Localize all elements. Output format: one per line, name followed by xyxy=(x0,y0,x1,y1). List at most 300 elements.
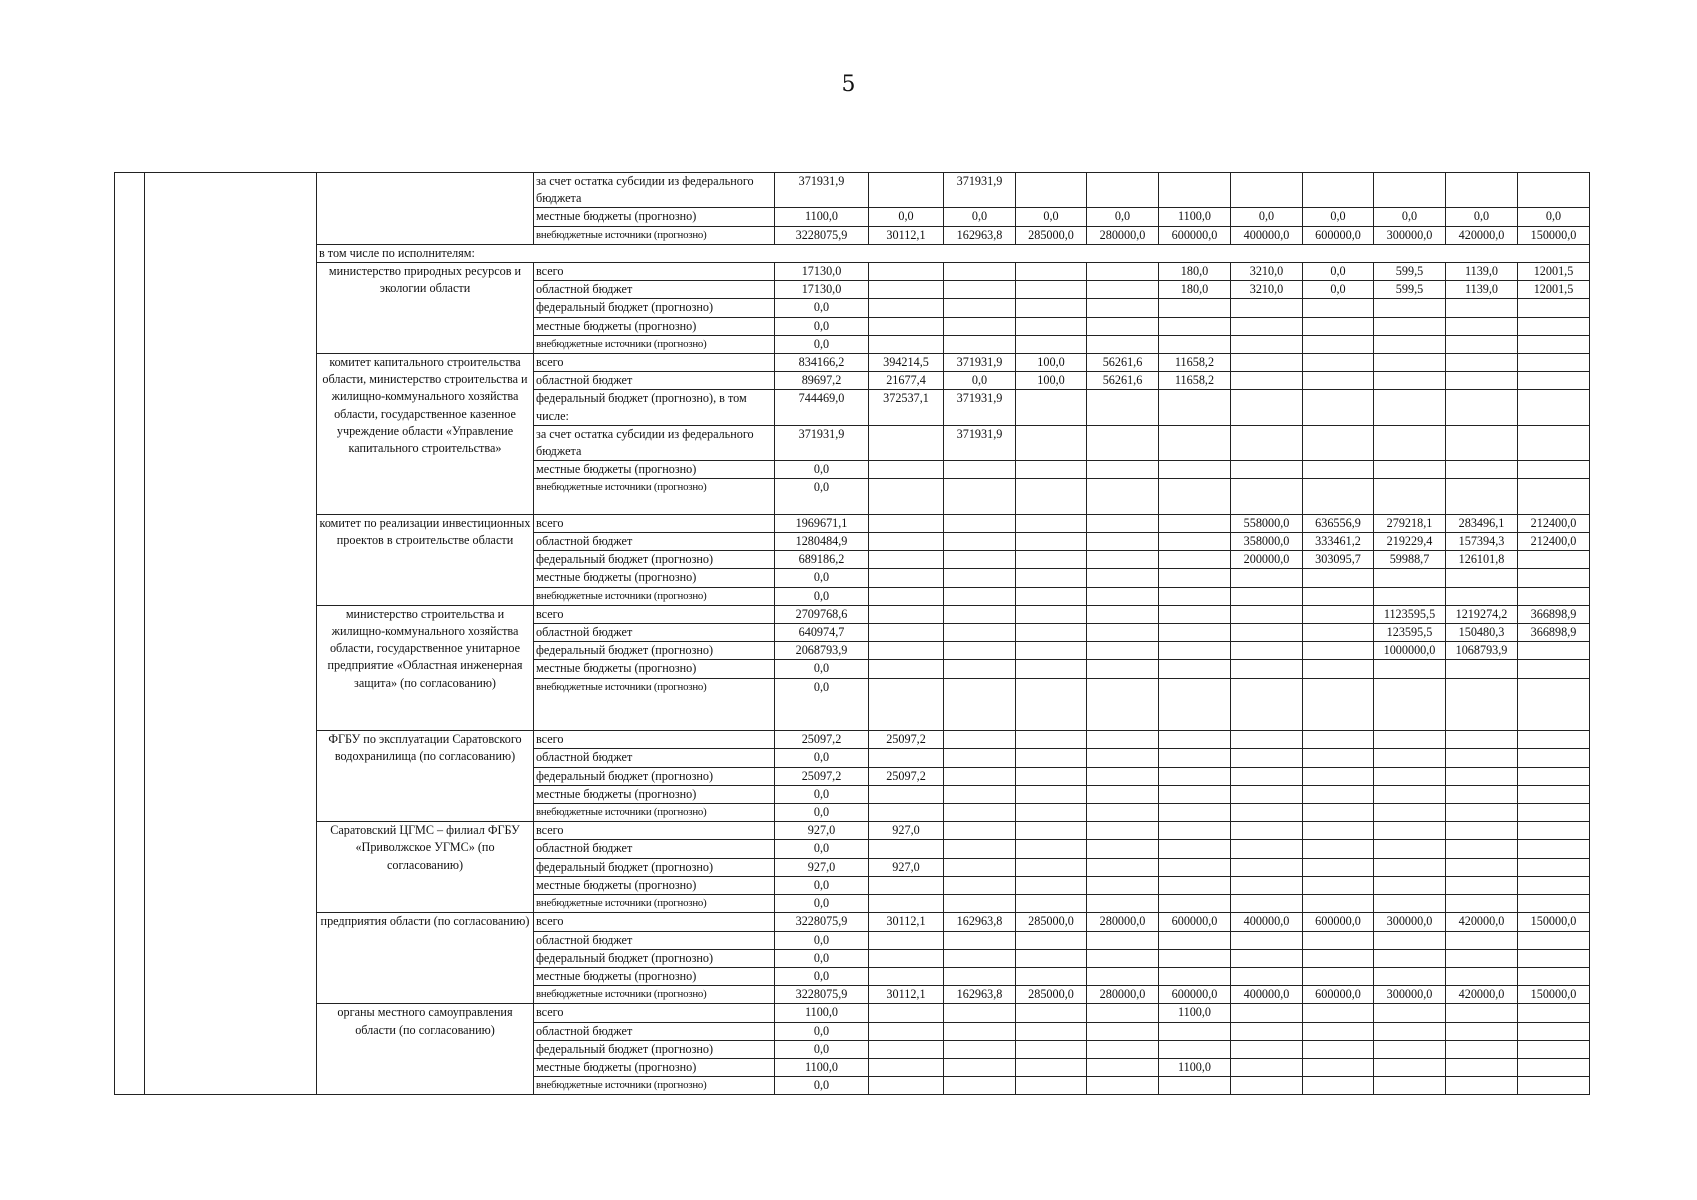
budget-table-container xyxy=(114,172,1590,1095)
value-cell xyxy=(1016,551,1087,569)
value-cell xyxy=(1374,354,1446,372)
value-cell: 366898,9 xyxy=(1518,605,1590,623)
value-cell xyxy=(1303,678,1374,731)
value-cell xyxy=(1016,533,1087,551)
value-cell xyxy=(1446,660,1518,678)
value-cell xyxy=(1374,858,1446,876)
funding-source-cell: областной бюджет xyxy=(534,1022,775,1040)
value-cell xyxy=(1016,514,1087,532)
value-cell: 3228075,9 xyxy=(775,913,869,931)
value-cell xyxy=(1159,624,1231,642)
value-cell xyxy=(1016,822,1087,840)
value-cell: 1219274,2 xyxy=(1446,605,1518,623)
value-cell xyxy=(1374,587,1446,605)
value-cell xyxy=(1446,390,1518,425)
value-cell xyxy=(1518,335,1590,353)
value-cell xyxy=(1016,263,1087,281)
value-cell xyxy=(1016,895,1087,913)
value-cell xyxy=(1374,876,1446,894)
value-cell: 0,0 xyxy=(1231,208,1303,226)
value-cell xyxy=(1087,569,1159,587)
value-cell: 0,0 xyxy=(1303,263,1374,281)
value-cell xyxy=(944,731,1016,749)
value-cell xyxy=(1087,931,1159,949)
value-cell xyxy=(1159,804,1231,822)
value-cell: 689186,2 xyxy=(775,551,869,569)
value-cell: 56261,6 xyxy=(1087,372,1159,390)
value-cell xyxy=(1518,967,1590,985)
value-cell xyxy=(1446,931,1518,949)
value-cell xyxy=(1159,569,1231,587)
value-cell: 0,0 xyxy=(775,1040,869,1058)
value-cell xyxy=(1087,822,1159,840)
value-cell: 162963,8 xyxy=(944,226,1016,244)
value-cell xyxy=(1374,569,1446,587)
value-cell xyxy=(1159,514,1231,532)
value-cell xyxy=(1159,1077,1231,1095)
value-cell xyxy=(944,678,1016,731)
value-cell: 300000,0 xyxy=(1374,226,1446,244)
value-cell xyxy=(1016,479,1087,514)
value-cell xyxy=(1303,479,1374,514)
value-cell xyxy=(944,605,1016,623)
value-cell xyxy=(1231,335,1303,353)
value-cell: 300000,0 xyxy=(1374,986,1446,1004)
value-cell xyxy=(1518,354,1590,372)
value-cell xyxy=(1087,425,1159,460)
value-cell: 150480,3 xyxy=(1446,624,1518,642)
funding-source-cell: федеральный бюджет (прогнозно) xyxy=(534,858,775,876)
value-cell xyxy=(1446,1004,1518,1022)
value-cell: 100,0 xyxy=(1016,372,1087,390)
value-cell xyxy=(1303,173,1374,208)
funding-source-cell: областной бюджет xyxy=(534,749,775,767)
executors-heading: в том числе по исполнителям: xyxy=(317,244,1590,262)
value-cell: 371931,9 xyxy=(944,425,1016,460)
value-cell: 744469,0 xyxy=(775,390,869,425)
value-cell xyxy=(1231,479,1303,514)
value-cell xyxy=(869,605,944,623)
funding-source-cell: местные бюджеты (прогнозно) xyxy=(534,569,775,587)
value-cell xyxy=(1231,858,1303,876)
value-cell: 371931,9 xyxy=(944,354,1016,372)
value-cell xyxy=(1446,749,1518,767)
value-cell xyxy=(1016,804,1087,822)
value-cell xyxy=(1159,840,1231,858)
funding-source-cell: всего xyxy=(534,605,775,623)
value-cell xyxy=(869,335,944,353)
value-cell xyxy=(944,949,1016,967)
value-cell xyxy=(1159,642,1231,660)
funding-source-cell: всего xyxy=(534,913,775,931)
value-cell xyxy=(1374,967,1446,985)
value-cell xyxy=(1374,173,1446,208)
executor-cell: комитет капитального строительства области, министерство строительства и жилищно-коммунального хозяйства области, государственное казенное учреждение области «Управление капитального строительства» xyxy=(317,354,534,515)
value-cell: 0,0 xyxy=(1303,208,1374,226)
value-cell: 599,5 xyxy=(1374,281,1446,299)
value-cell: 0,0 xyxy=(775,335,869,353)
funding-source-cell: областной бюджет xyxy=(534,533,775,551)
value-cell: 927,0 xyxy=(869,822,944,840)
executor-cell: министерство природных ресурсов и экологии области xyxy=(317,263,534,354)
value-cell: 0,0 xyxy=(775,317,869,335)
value-cell: 212400,0 xyxy=(1518,533,1590,551)
value-cell xyxy=(1518,840,1590,858)
value-cell xyxy=(1159,785,1231,803)
funding-source-cell: местные бюджеты (прогнозно) xyxy=(534,785,775,803)
value-cell xyxy=(1303,731,1374,749)
value-cell xyxy=(1159,822,1231,840)
value-cell: 1100,0 xyxy=(775,1058,869,1076)
value-cell xyxy=(869,1022,944,1040)
value-cell xyxy=(1518,1058,1590,1076)
page-number: 5 xyxy=(841,72,856,97)
value-cell xyxy=(1303,299,1374,317)
funding-source-cell: всего xyxy=(534,822,775,840)
value-cell: 600000,0 xyxy=(1303,986,1374,1004)
value-cell xyxy=(1159,173,1231,208)
value-cell: 3210,0 xyxy=(1231,281,1303,299)
funding-source-cell: внебюджетные источники (прогнозно) xyxy=(534,587,775,605)
value-cell xyxy=(1446,1022,1518,1040)
funding-source-cell: местные бюджеты (прогнозно) xyxy=(534,1058,775,1076)
value-cell xyxy=(1231,1004,1303,1022)
value-cell: 927,0 xyxy=(869,858,944,876)
value-cell xyxy=(869,317,944,335)
value-cell xyxy=(869,461,944,479)
value-cell: 600000,0 xyxy=(1159,226,1231,244)
measure-name-cell xyxy=(145,173,317,1095)
value-cell xyxy=(869,1040,944,1058)
value-cell xyxy=(1016,749,1087,767)
value-cell xyxy=(1231,804,1303,822)
value-cell: 157394,3 xyxy=(1446,533,1518,551)
value-cell xyxy=(1087,1004,1159,1022)
value-cell xyxy=(944,317,1016,335)
value-cell xyxy=(1518,1040,1590,1058)
value-cell xyxy=(1374,1040,1446,1058)
value-cell: 0,0 xyxy=(775,587,869,605)
value-cell xyxy=(1518,660,1590,678)
value-cell xyxy=(1303,660,1374,678)
value-cell xyxy=(1446,335,1518,353)
value-cell xyxy=(1159,967,1231,985)
value-cell xyxy=(1159,390,1231,425)
budget-table xyxy=(114,172,1590,1095)
value-cell xyxy=(944,1022,1016,1040)
value-cell xyxy=(869,876,944,894)
value-cell xyxy=(1446,767,1518,785)
value-cell: 0,0 xyxy=(1303,281,1374,299)
value-cell xyxy=(1087,876,1159,894)
value-cell: 285000,0 xyxy=(1016,226,1087,244)
value-cell xyxy=(1231,299,1303,317)
value-cell xyxy=(1087,299,1159,317)
funding-source-cell: областной бюджет xyxy=(534,840,775,858)
value-cell: 0,0 xyxy=(1087,208,1159,226)
funding-source-cell: внебюджетные источники (прогнозно) xyxy=(534,895,775,913)
value-cell: 1000000,0 xyxy=(1374,642,1446,660)
value-cell xyxy=(1446,425,1518,460)
value-cell xyxy=(1016,317,1087,335)
value-cell xyxy=(1087,281,1159,299)
value-cell: 636556,9 xyxy=(1303,514,1374,532)
value-cell xyxy=(1518,317,1590,335)
value-cell: 1280484,9 xyxy=(775,533,869,551)
value-cell xyxy=(1159,461,1231,479)
value-cell xyxy=(944,967,1016,985)
value-cell xyxy=(1231,642,1303,660)
value-cell xyxy=(1518,642,1590,660)
value-cell xyxy=(944,624,1016,642)
executor-cell: Саратовский ЦГМС – филиал ФГБУ «Приволжское УГМС» (по согласованию) xyxy=(317,822,534,913)
value-cell xyxy=(1374,660,1446,678)
value-cell xyxy=(1303,390,1374,425)
funding-source-cell: всего xyxy=(534,354,775,372)
value-cell: 25097,2 xyxy=(869,731,944,749)
value-cell xyxy=(1303,804,1374,822)
value-cell: 0,0 xyxy=(775,895,869,913)
value-cell xyxy=(869,967,944,985)
value-cell: 303095,7 xyxy=(1303,551,1374,569)
value-cell xyxy=(1016,461,1087,479)
value-cell xyxy=(944,822,1016,840)
value-cell xyxy=(1518,876,1590,894)
value-cell xyxy=(1159,317,1231,335)
value-cell: 1139,0 xyxy=(1446,263,1518,281)
value-cell xyxy=(1231,569,1303,587)
value-cell: 600000,0 xyxy=(1159,913,1231,931)
value-cell xyxy=(1087,533,1159,551)
value-cell xyxy=(1159,895,1231,913)
executor-cell: предприятия области (по согласованию) xyxy=(317,913,534,1004)
value-cell xyxy=(944,660,1016,678)
value-cell: 0,0 xyxy=(944,208,1016,226)
value-cell xyxy=(944,749,1016,767)
value-cell: 30112,1 xyxy=(869,986,944,1004)
value-cell: 0,0 xyxy=(944,372,1016,390)
value-cell xyxy=(1374,1004,1446,1022)
value-cell xyxy=(1231,1040,1303,1058)
value-cell xyxy=(944,299,1016,317)
value-cell xyxy=(1518,425,1590,460)
value-cell: 0,0 xyxy=(775,804,869,822)
value-cell xyxy=(1159,533,1231,551)
value-cell xyxy=(869,173,944,208)
value-cell xyxy=(869,569,944,587)
value-cell xyxy=(1016,425,1087,460)
value-cell xyxy=(1087,1040,1159,1058)
value-cell: 180,0 xyxy=(1159,263,1231,281)
value-cell xyxy=(1446,1040,1518,1058)
value-cell xyxy=(1374,335,1446,353)
value-cell xyxy=(1518,785,1590,803)
value-cell xyxy=(1303,335,1374,353)
value-cell: 927,0 xyxy=(775,858,869,876)
value-cell xyxy=(1303,931,1374,949)
value-cell xyxy=(1087,605,1159,623)
value-cell: 3228075,9 xyxy=(775,226,869,244)
funding-source-cell: местные бюджеты (прогнозно) xyxy=(534,876,775,894)
table-row xyxy=(115,913,1590,931)
value-cell xyxy=(1016,876,1087,894)
value-cell: 280000,0 xyxy=(1087,986,1159,1004)
value-cell xyxy=(1087,642,1159,660)
value-cell xyxy=(1374,461,1446,479)
value-cell: 150000,0 xyxy=(1518,913,1590,931)
value-cell xyxy=(944,533,1016,551)
value-cell xyxy=(1518,569,1590,587)
value-cell xyxy=(1518,1022,1590,1040)
value-cell xyxy=(1446,678,1518,731)
value-cell xyxy=(1159,551,1231,569)
value-cell: 150000,0 xyxy=(1518,226,1590,244)
value-cell xyxy=(1303,425,1374,460)
value-cell xyxy=(1231,785,1303,803)
value-cell xyxy=(1374,822,1446,840)
value-cell xyxy=(1303,605,1374,623)
value-cell xyxy=(1016,1022,1087,1040)
funding-source-cell: федеральный бюджет (прогнозно) xyxy=(534,551,775,569)
funding-source-cell: внебюджетные источники (прогнозно) xyxy=(534,335,775,353)
value-cell xyxy=(1231,660,1303,678)
table-row xyxy=(115,354,1590,372)
value-cell xyxy=(1087,1058,1159,1076)
value-cell xyxy=(869,931,944,949)
value-cell xyxy=(1087,858,1159,876)
value-cell: 123595,5 xyxy=(1374,624,1446,642)
funding-source-cell: федеральный бюджет (прогнозно) xyxy=(534,949,775,967)
funding-source-cell: федеральный бюджет (прогнозно) xyxy=(534,1040,775,1058)
value-cell: 25097,2 xyxy=(869,767,944,785)
value-cell xyxy=(1518,1077,1590,1095)
value-cell: 358000,0 xyxy=(1231,533,1303,551)
funding-source-cell: внебюджетные источники (прогнозно) xyxy=(534,678,775,731)
value-cell: 0,0 xyxy=(775,299,869,317)
table-row xyxy=(115,605,1590,623)
value-cell: 30112,1 xyxy=(869,226,944,244)
value-cell xyxy=(944,551,1016,569)
value-cell: 0,0 xyxy=(775,678,869,731)
value-cell xyxy=(1303,785,1374,803)
value-cell xyxy=(1231,317,1303,335)
value-cell: 280000,0 xyxy=(1087,913,1159,931)
funding-source-cell: за счет остатка субсидии из федерального бюджета xyxy=(534,173,775,208)
table-row xyxy=(115,822,1590,840)
value-cell xyxy=(1303,858,1374,876)
value-cell: 12001,5 xyxy=(1518,263,1590,281)
value-cell xyxy=(1231,587,1303,605)
value-cell: 371931,9 xyxy=(775,425,869,460)
value-cell xyxy=(1231,749,1303,767)
value-cell xyxy=(1231,876,1303,894)
value-cell xyxy=(1231,840,1303,858)
value-cell: 11658,2 xyxy=(1159,354,1231,372)
value-cell: 0,0 xyxy=(775,569,869,587)
value-cell xyxy=(1087,514,1159,532)
value-cell: 558000,0 xyxy=(1231,514,1303,532)
value-cell xyxy=(1446,967,1518,985)
value-cell xyxy=(1374,1077,1446,1095)
value-cell: 371931,9 xyxy=(944,173,1016,208)
executor-cell xyxy=(317,173,534,245)
value-cell xyxy=(869,749,944,767)
funding-source-cell: областной бюджет xyxy=(534,931,775,949)
funding-source-cell: местные бюджеты (прогнозно) xyxy=(534,317,775,335)
value-cell xyxy=(1159,1040,1231,1058)
value-cell: 0,0 xyxy=(775,785,869,803)
value-cell xyxy=(1518,678,1590,731)
value-cell xyxy=(1087,731,1159,749)
funding-source-cell: внебюджетные источники (прогнозно) xyxy=(534,804,775,822)
value-cell: 21677,4 xyxy=(869,372,944,390)
value-cell xyxy=(944,514,1016,532)
funding-source-cell: местные бюджеты (прогнозно) xyxy=(534,967,775,985)
value-cell: 150000,0 xyxy=(1518,986,1590,1004)
value-cell xyxy=(869,299,944,317)
value-cell: 927,0 xyxy=(775,822,869,840)
value-cell xyxy=(1231,949,1303,967)
value-cell xyxy=(944,876,1016,894)
value-cell xyxy=(944,840,1016,858)
funding-source-cell: внебюджетные источники (прогнозно) xyxy=(534,1077,775,1095)
value-cell xyxy=(1446,173,1518,208)
value-cell xyxy=(1446,840,1518,858)
value-cell xyxy=(944,895,1016,913)
value-cell xyxy=(1374,749,1446,767)
value-cell xyxy=(869,1058,944,1076)
value-cell xyxy=(1374,678,1446,731)
value-cell: 89697,2 xyxy=(775,372,869,390)
value-cell xyxy=(1159,1022,1231,1040)
funding-source-cell: внебюджетные источники (прогнозно) xyxy=(534,479,775,514)
value-cell xyxy=(1231,173,1303,208)
value-cell: 126101,8 xyxy=(1446,551,1518,569)
value-cell xyxy=(1303,822,1374,840)
value-cell xyxy=(869,425,944,460)
value-cell xyxy=(1374,949,1446,967)
value-cell xyxy=(944,931,1016,949)
value-cell: 600000,0 xyxy=(1303,226,1374,244)
value-cell: 3210,0 xyxy=(1231,263,1303,281)
value-cell: 371931,9 xyxy=(775,173,869,208)
value-cell: 17130,0 xyxy=(775,263,869,281)
value-cell xyxy=(1518,461,1590,479)
value-cell xyxy=(1016,281,1087,299)
value-cell xyxy=(1087,949,1159,967)
value-cell xyxy=(1303,624,1374,642)
value-cell xyxy=(944,461,1016,479)
value-cell xyxy=(944,642,1016,660)
value-cell: 59988,7 xyxy=(1374,551,1446,569)
value-cell xyxy=(1016,678,1087,731)
value-cell xyxy=(1016,1058,1087,1076)
value-cell xyxy=(1231,624,1303,642)
value-cell: 420000,0 xyxy=(1446,986,1518,1004)
value-cell xyxy=(1087,660,1159,678)
value-cell: 599,5 xyxy=(1374,263,1446,281)
executors-heading-row xyxy=(115,244,1590,262)
value-cell: 0,0 xyxy=(775,931,869,949)
value-cell: 834166,2 xyxy=(775,354,869,372)
value-cell xyxy=(1303,840,1374,858)
value-cell: 366898,9 xyxy=(1518,624,1590,642)
value-cell xyxy=(1518,299,1590,317)
value-cell xyxy=(1087,263,1159,281)
value-cell xyxy=(1159,605,1231,623)
value-cell xyxy=(1087,461,1159,479)
value-cell xyxy=(944,587,1016,605)
